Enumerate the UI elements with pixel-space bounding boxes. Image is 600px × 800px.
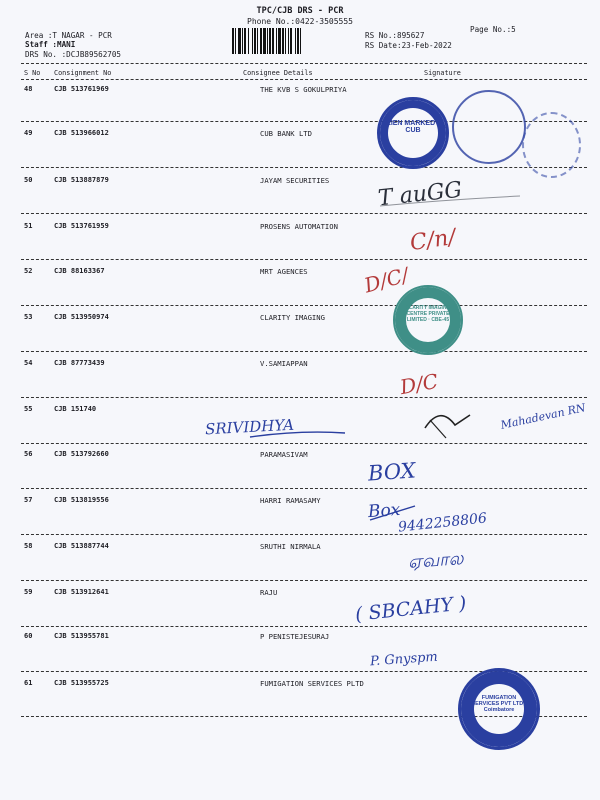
row-consignee: MRT AGENCES (260, 267, 308, 276)
row-consignment: CJB 513950974 (54, 313, 109, 321)
col-header-sno: S No (24, 69, 41, 77)
row-sno: 54 (24, 359, 33, 367)
row-consignee: FUMIGATION SERVICES PLTD (260, 679, 364, 688)
row-sno: 61 (24, 679, 33, 687)
col-header-consignee: Consignee Details (243, 69, 313, 77)
row-sno: 60 (24, 632, 33, 640)
row-sno: 59 (24, 588, 33, 596)
row-sno: 52 (24, 267, 33, 275)
row-consignee: JAYAM SECURITIES (260, 176, 330, 185)
row-consignment: CJB 513819556 (54, 496, 109, 504)
row-consignee: HARRI RAMASAMY (260, 496, 321, 505)
row-consignee: CLARITY IMAGING (260, 313, 325, 322)
row-consignee: P PENISTEJESURAJ (260, 632, 330, 641)
row-consignee: SRUTHI NIRMALA (260, 542, 321, 551)
row-consignment: CJB 513761959 (54, 222, 109, 230)
row-consignment: CJB 513955781 (54, 632, 109, 640)
row-sno: 48 (24, 85, 33, 93)
row-consignment: CJB 88163367 (54, 267, 105, 275)
row-consignment: CJB 513966012 (54, 129, 109, 137)
stamp-text: CLARITY IMAGING CENTRE PRIVATE LIMITED · CBE-45 (405, 305, 451, 323)
rs-number: RS No.:895627 (365, 31, 425, 40)
area-label: Area :T NAGAR - PCR (25, 31, 112, 40)
drs-number: DRS No. :DCJB89562705 (25, 50, 122, 59)
row-consignee: PROSENS AUTOMATION (260, 222, 338, 231)
handwritten-signature: BOX (367, 458, 417, 486)
row-consignment: CJB 513955725 (54, 679, 109, 687)
row-sno: 49 (24, 129, 33, 137)
phone-number: Phone No.:0422-3505555 (247, 17, 353, 26)
staff-label: Staff :MANI (25, 40, 76, 49)
page-number: Page No.:5 (470, 25, 516, 34)
row-consignee: RAJU (260, 588, 278, 597)
row-consignee: PARAMASIVAM (260, 450, 308, 459)
col-header-signature: Signature (424, 69, 461, 77)
row-sno: 51 (24, 222, 33, 230)
row-consignee: CUB BANK LTD (260, 129, 312, 138)
row-sno: 58 (24, 542, 33, 550)
row-sno: 55 (24, 405, 33, 413)
row-consignment: CJB 513761969 (54, 85, 109, 93)
handwritten-signature: ( SBCAHY ) (354, 592, 468, 626)
row-consignee: V.SAMIAPPAN (260, 359, 308, 368)
row-sno: 56 (24, 450, 33, 458)
row-consignee: THE KVB S GOKULPRIYA (260, 85, 347, 94)
handwritten-phone-number: 9442258806 (397, 510, 488, 536)
sheet-title: TPC/CJB DRS - PCR (256, 6, 344, 16)
handwritten-signature: C/n/ (408, 224, 458, 257)
row-consignment: CJB 513912641 (54, 588, 109, 596)
row-consignment: CJB 87773439 (54, 359, 105, 367)
stamp-text: LIEN MARKED · CUB (386, 120, 440, 134)
handwritten-signature: T auGG (376, 177, 464, 212)
handwritten-signature: SRIVIDHYA (204, 415, 295, 439)
handwritten-signature: Box (367, 499, 401, 523)
row-consignment: CJB 513792660 (54, 450, 109, 458)
handwritten-signature: D/C/ (361, 262, 412, 298)
col-header-consignment: Consignment No (54, 69, 112, 77)
rs-date: RS Date:23-Feb-2022 (365, 41, 452, 50)
handwritten-signature: D/C (398, 368, 440, 400)
row-sno: 50 (24, 176, 33, 184)
row-consignment: CJB 513887744 (54, 542, 109, 550)
row-sno: 53 (24, 313, 33, 321)
row-consignment: CJB 151740 (54, 405, 97, 413)
row-sno: 57 (24, 496, 33, 504)
stamp-text: FUMIGATION SERVICES PVT LTD · Coimbatore (471, 695, 527, 713)
handwritten-signature: P. Gnyspm (369, 649, 439, 670)
handwritten-signature: ஏவால (407, 548, 465, 573)
handwritten-signature: Mahadevan RN (499, 401, 587, 432)
row-consignment: CJB 513887879 (54, 176, 109, 184)
